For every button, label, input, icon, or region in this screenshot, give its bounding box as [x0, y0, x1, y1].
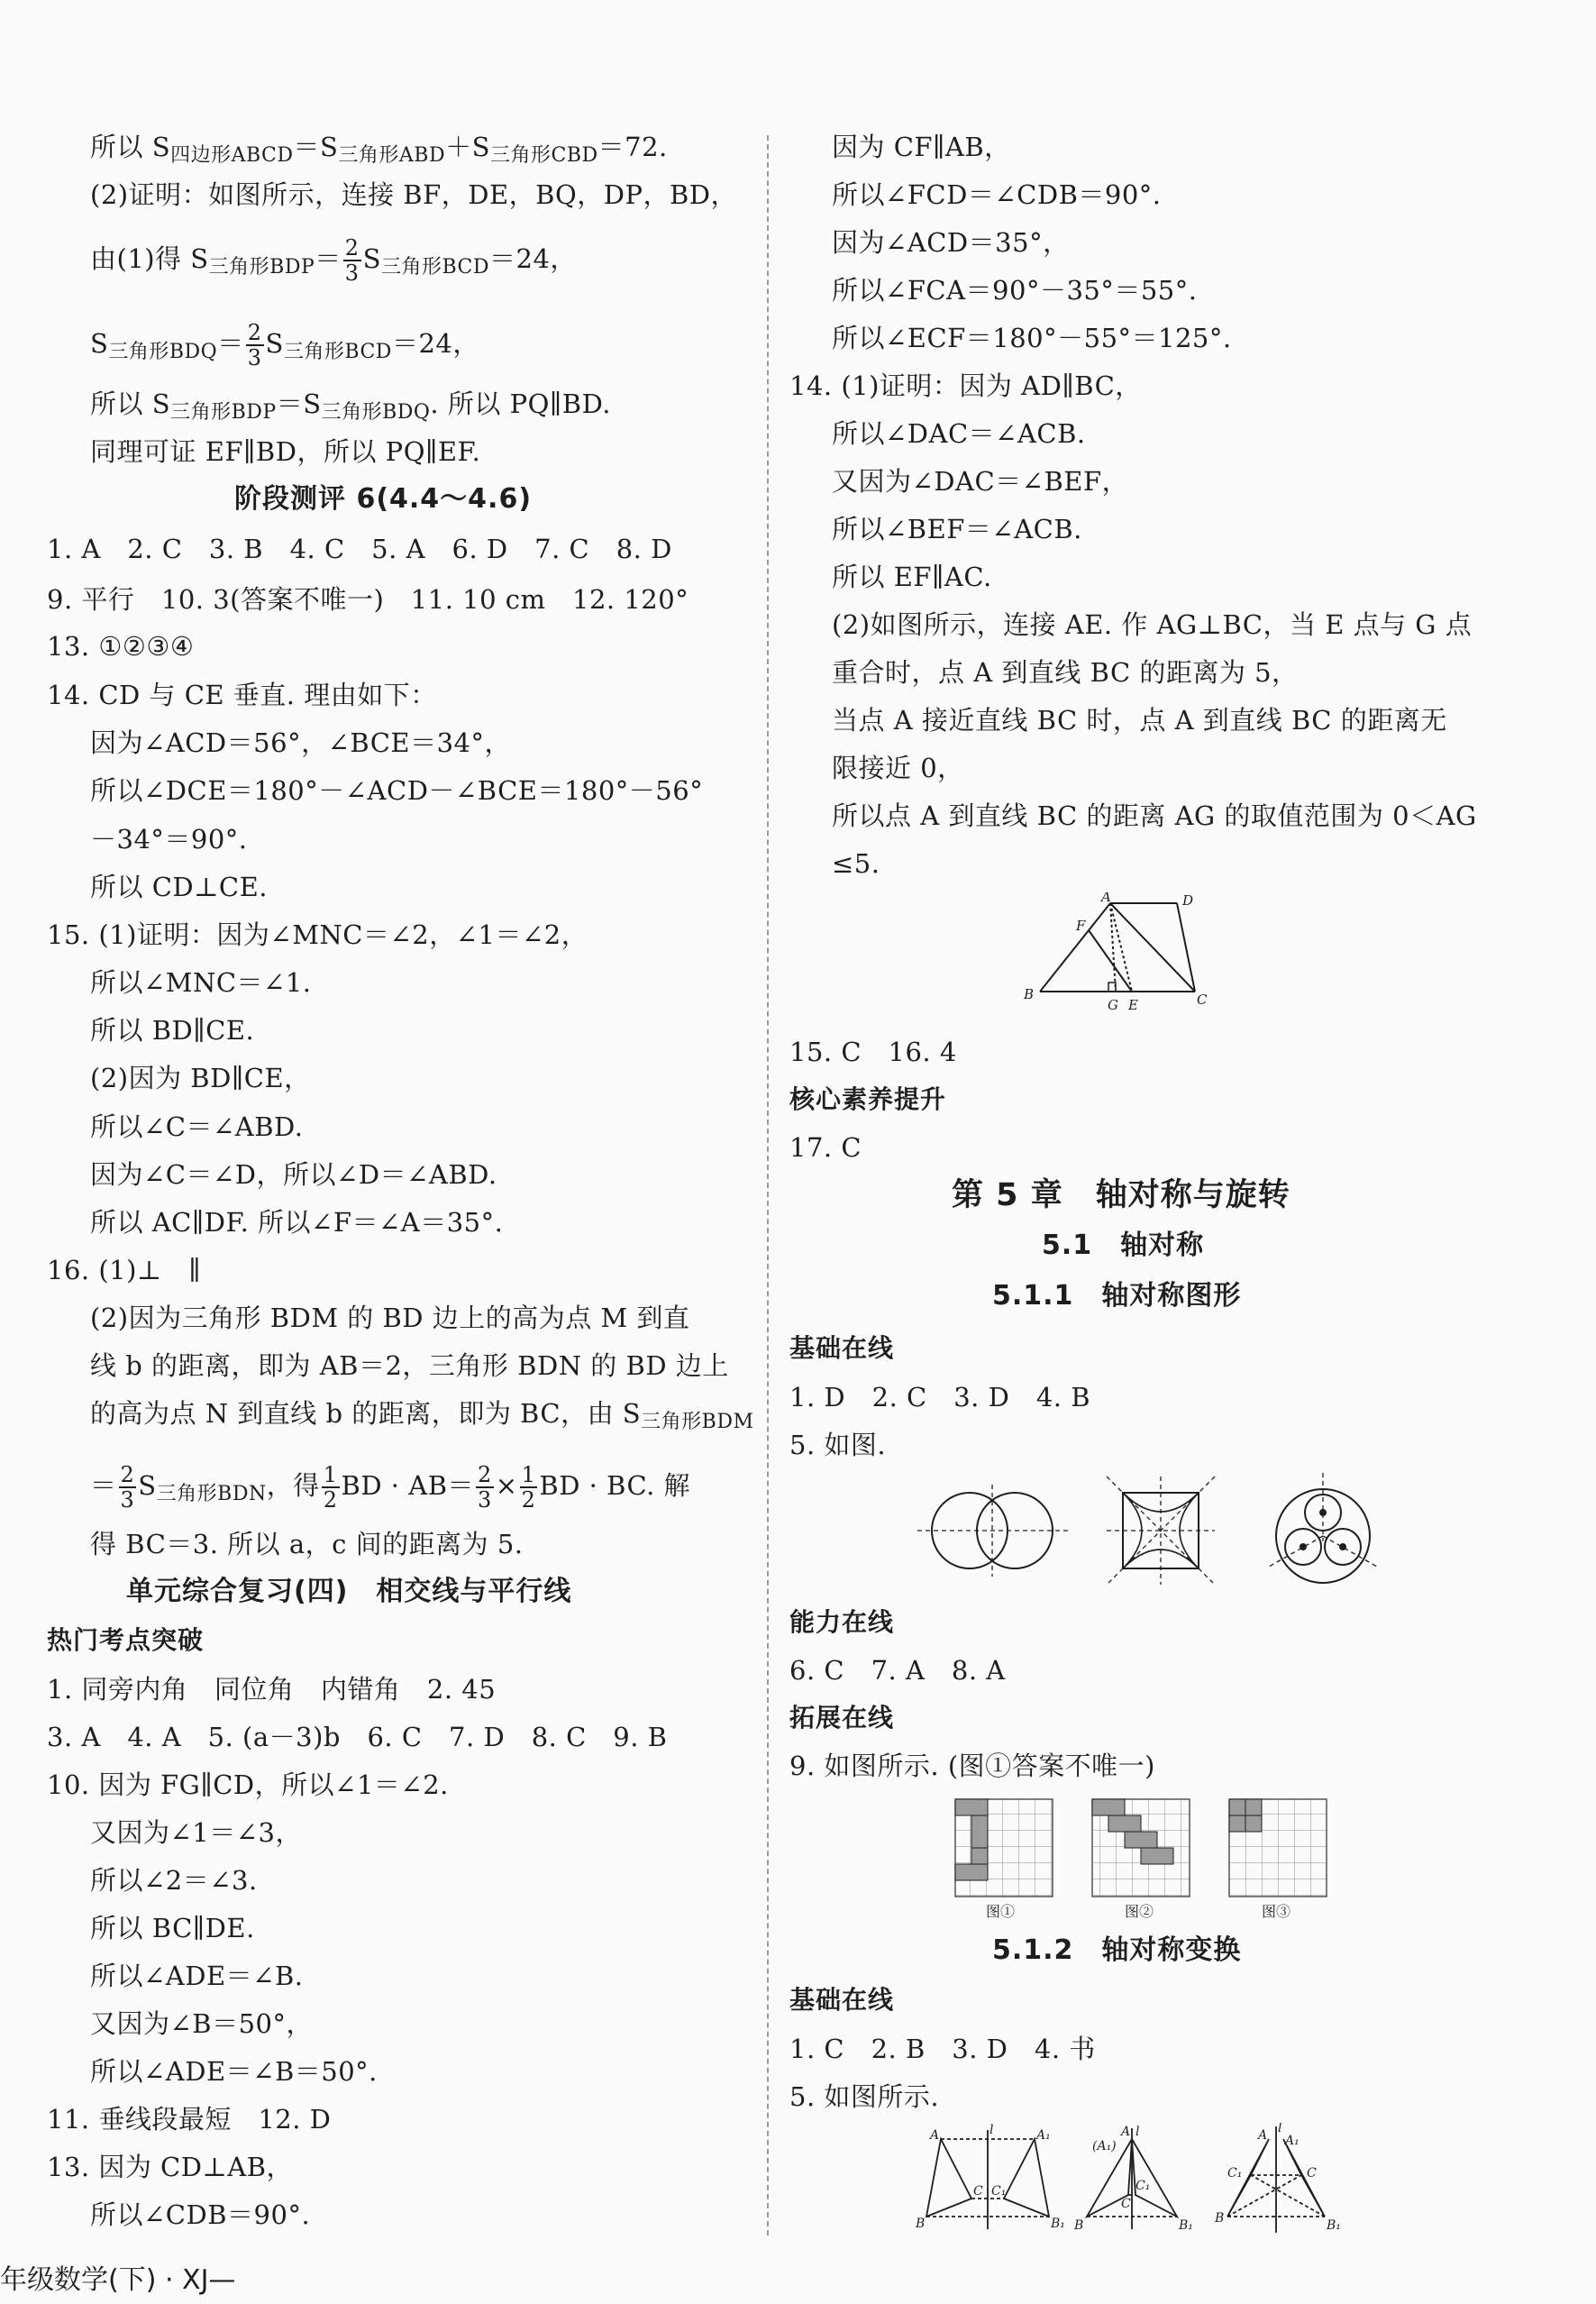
- text-line: 所以 BC∥DE.: [90, 1913, 255, 1943]
- answer-line: 11. 垂线段最短 12. D: [47, 2104, 332, 2135]
- answer-line: 16. (1)⊥ ∥: [47, 1255, 202, 1285]
- answer-line: 17. C: [789, 1132, 862, 1163]
- text-line: 所以∠ADE＝∠B.: [90, 1961, 304, 1991]
- fraction: $\frac{2}{3}$: [120, 1462, 135, 1513]
- section-title: 阶段测评 6(4.4～4.6): [234, 483, 533, 515]
- answer-line: 9. 如图所示. (图①答案不唯一): [789, 1751, 1155, 1781]
- answer-line: 13. ①②③④: [47, 631, 195, 662]
- text-line: 所以∠2＝∠3.: [90, 1865, 258, 1896]
- text-line: 因为∠ACD＝56°，∠BCE＝34°，: [90, 727, 511, 758]
- text-line: 由(1)得 $S_{三角形BDP}=$ $\frac{2}{3}$ $S_{三角形BCD}=24$，: [90, 235, 577, 286]
- text-line: (2)因为三角形 BDM 的 BD 边上的高为点 M 到直: [90, 1303, 690, 1333]
- text-line: 所以∠DAC＝∠ACB.: [832, 418, 1086, 449]
- text-line: 同理可证 EF∥BD，所以 PQ∥EF.: [90, 436, 481, 467]
- answer-line: 5. 如图.: [789, 1430, 887, 1460]
- section-title: 单元综合复习(四) 相交线与平行线: [126, 1576, 572, 1607]
- text-line: 所以∠FCD＝∠CDB＝90°.: [832, 179, 1162, 210]
- label-b: B: [1024, 986, 1035, 1002]
- text-line: 所以 BD∥CE.: [90, 1015, 255, 1046]
- text-line: 所以∠CDB＝90°.: [90, 2199, 311, 2230]
- grid-figures: [953, 1797, 1332, 1920]
- right-angle-mark: [1108, 983, 1116, 992]
- label-c: C: [1307, 2166, 1317, 2181]
- label-l: l: [1135, 2125, 1140, 2139]
- text-line: 又因为∠B＝50°，: [90, 2008, 314, 2039]
- subsection-title: 基础在线: [789, 1985, 895, 2015]
- label-l: l: [1278, 2123, 1282, 2135]
- label-b1: B₁: [1051, 2217, 1065, 2231]
- text-line: 重合时，点 A 到直线 BC 的距离为 5，: [832, 657, 1299, 688]
- three-circles-figure: [1269, 1473, 1377, 1583]
- answer-line: 13. 因为 CD⊥AB，: [47, 2152, 294, 2182]
- text-line: 因为 CF∥AB，: [832, 132, 1011, 162]
- segment-dc: [1177, 903, 1195, 992]
- caption-1: 图①: [986, 1903, 1016, 1920]
- section-title: 5.1.1 轴对称图形: [992, 1280, 1242, 1312]
- label-b1: B₁: [1327, 2218, 1341, 2233]
- text-line: 所以∠FCA＝90°－35°＝55°.: [832, 275, 1198, 306]
- chapter-title: 第 5 章 轴对称与旋转: [952, 1177, 1290, 1213]
- label-b1: B₁: [1179, 2218, 1193, 2233]
- label-a: A: [1101, 892, 1111, 905]
- text-line: (2)证明：如图所示，连接 BF，DE，BQ，DP，BD，: [90, 179, 738, 210]
- text-line: 线 b 的距离，即为 AB＝2，三角形 BDN 的 BD 边上: [90, 1350, 729, 1381]
- text-line: 限接近 0，: [832, 753, 964, 783]
- answer-line: 10. 因为 FG∥CD，所以∠1＝∠2.: [47, 1769, 449, 1800]
- answer-line: 15. C 16. 4: [789, 1037, 957, 1067]
- text-line: 所以∠BEF＝∠ACB.: [832, 514, 1082, 544]
- text-line: 所以点 A 到直线 BC 的距离 AG 的取值范围为 0＜AG: [832, 800, 1477, 831]
- grid-figure-1: [955, 1799, 1053, 1920]
- label-f: F: [1076, 918, 1086, 934]
- label-c: C: [1121, 2197, 1131, 2211]
- text-line: (2)如图所示，连接 AE. 作 AG⊥BC，当 E 点与 G 点: [832, 609, 1473, 640]
- label-a: A: [930, 2128, 940, 2143]
- text-line: 当点 A 接近直线 BC 时，点 A 到直线 BC 的距离无: [832, 705, 1447, 736]
- answer-line: 1. D 2. C 3. D 4. B: [789, 1382, 1091, 1413]
- symmetry-figures: [916, 1471, 1402, 1588]
- text-line: 所以 $S_{三角形BDP}=S_{三角形BDQ}$. 所以 PQ∥BD.: [90, 389, 612, 424]
- text-line: 所以∠C＝∠ABD.: [90, 1111, 304, 1142]
- fraction: $\frac{2}{3}$: [247, 320, 262, 370]
- label-g: G: [1108, 997, 1118, 1013]
- label-a: A: [1121, 2125, 1131, 2139]
- label-c1: C₁: [991, 2184, 1007, 2199]
- text-line: 得 BC＝3. 所以 a，c 间的距离为 5.: [90, 1529, 524, 1559]
- fraction: $\frac{2}{3}$: [478, 1462, 492, 1513]
- text-line: $S_{三角形BDQ}=$ $\frac{2}{3}$ $S_{三角形BCD}=24$，: [90, 320, 479, 370]
- text-line: 所以 EF∥AC.: [832, 562, 992, 592]
- answer-line: 14. CD 与 CE 垂直. 理由如下：: [47, 680, 437, 710]
- answer-line: 15. (1)证明：因为∠MNC＝∠2，∠1＝∠2，: [47, 919, 588, 950]
- label-a1-paren: (A₁): [1092, 2139, 1117, 2153]
- label-b: B: [1215, 2211, 1225, 2226]
- answer-line: 1. A 2. C 3. B 4. C 5. A 6. D 7. C 8. D: [47, 534, 672, 564]
- answer-line: 1. 同旁内角 同位角 内错角 2. 45: [47, 1674, 497, 1705]
- fraction: $\frac{1}{2}$: [323, 1462, 338, 1513]
- text-line: 所以 $S_{四边形ABCD}=S_{三角形ABD}+S_{三角形CBD}=72$.: [90, 132, 668, 167]
- caption-2: 图②: [1125, 1903, 1154, 1920]
- subsection-title: 热门考点突破: [47, 1625, 205, 1655]
- label-c1: C₁: [1227, 2166, 1243, 2181]
- label-b: B: [916, 2217, 926, 2231]
- text-line: 所以∠DCE＝180°－∠ACD－∠BCE＝180°－56°: [90, 775, 704, 806]
- text-line: 所以 AC∥DF. 所以∠F＝∠A＝35°.: [90, 1207, 504, 1238]
- text-line: ＝ $\frac{2}{3}$ $S_{三角形BDN}$，得 $\frac{1}{2}$ BD · AB＝ $\frac{2}{3}$ × $\frac{1}{2}$ BD · BC. 解: [90, 1462, 691, 1513]
- answer-line: 9. 平行 10. 3(答案不唯一) 11. 10 cm 12. 120°: [47, 584, 689, 615]
- answer-line: 1. C 2. B 3. D 4. 书: [789, 2034, 1096, 2064]
- text-line: 因为∠C＝∠D，所以∠D＝∠ABD.: [90, 1159, 497, 1190]
- text-line: 所以 CD⊥CE.: [90, 872, 269, 902]
- column-divider: [767, 135, 769, 2235]
- answer-line: 14. (1)证明：因为 AD∥BC，: [789, 370, 1142, 401]
- fraction: $\frac{2}{3}$: [344, 235, 360, 286]
- answer-line: 3. A 4. A 5. (a－3)b 6. C 7. D 8. C 9. B: [47, 1722, 668, 1752]
- subsection-title: 基础在线: [789, 1333, 895, 1363]
- two-circles-figure: [917, 1485, 1069, 1577]
- label-a: A: [1258, 2128, 1268, 2143]
- text-line: 所以∠ECF＝180°－55°＝125°.: [832, 323, 1232, 353]
- grid-figure-2: [1092, 1799, 1190, 1920]
- subsection-title: 拓展在线: [789, 1703, 895, 1733]
- page-footer: 年级数学(下) · XJ—: [0, 2264, 236, 2296]
- text-line: 的高为点 N 到直线 b 的距离，即为 BC，由 $S_{三角形BDM}$: [90, 1398, 754, 1433]
- section-title: 5.1 轴对称: [1042, 1230, 1205, 1261]
- text-line: 因为∠ACD＝35°，: [832, 227, 1070, 258]
- text-line: (2)因为 BD∥CE，: [90, 1063, 311, 1093]
- label-c: C: [973, 2184, 983, 2199]
- square-star-figure: [1107, 1477, 1215, 1585]
- text-line: 所以∠ADE＝∠B＝50°.: [90, 2056, 378, 2087]
- label-d: D: [1182, 892, 1194, 909]
- section-title: 5.1.2 轴对称变换: [992, 1934, 1242, 1966]
- subsection-title: 能力在线: [789, 1607, 895, 1637]
- fraction: $\frac{1}{2}$: [521, 1462, 536, 1513]
- reflection-figures: [916, 2123, 1384, 2235]
- text-line: 又因为∠DAC＝∠BEF，: [832, 466, 1129, 497]
- text-line: －34°＝90°.: [90, 824, 248, 855]
- caption-3: 图③: [1262, 1903, 1291, 1920]
- text-line: ≤5.: [832, 848, 880, 879]
- label-c: C: [1197, 992, 1208, 1008]
- grid-figure-3: [1229, 1799, 1327, 1920]
- label-c1: C₁: [1135, 2179, 1151, 2193]
- reflection-figure-1: [926, 2130, 1049, 2229]
- text-line: 又因为∠1＝∠3，: [90, 1817, 302, 1848]
- answer-line: 5. 如图所示.: [789, 2081, 940, 2112]
- label-e: E: [1128, 997, 1138, 1013]
- label-a1: A₁: [1036, 2128, 1051, 2143]
- subsection-title: 核心素养提升: [789, 1084, 947, 1114]
- text-line: 所以∠MNC＝∠1.: [90, 967, 312, 998]
- label-a1: A₁: [1285, 2134, 1300, 2148]
- label-b: B: [1074, 2218, 1084, 2233]
- trapezoid-figure: [1015, 892, 1231, 1019]
- label-l: l: [990, 2123, 994, 2137]
- answer-line: 6. C 7. A 8. A: [789, 1655, 1006, 1686]
